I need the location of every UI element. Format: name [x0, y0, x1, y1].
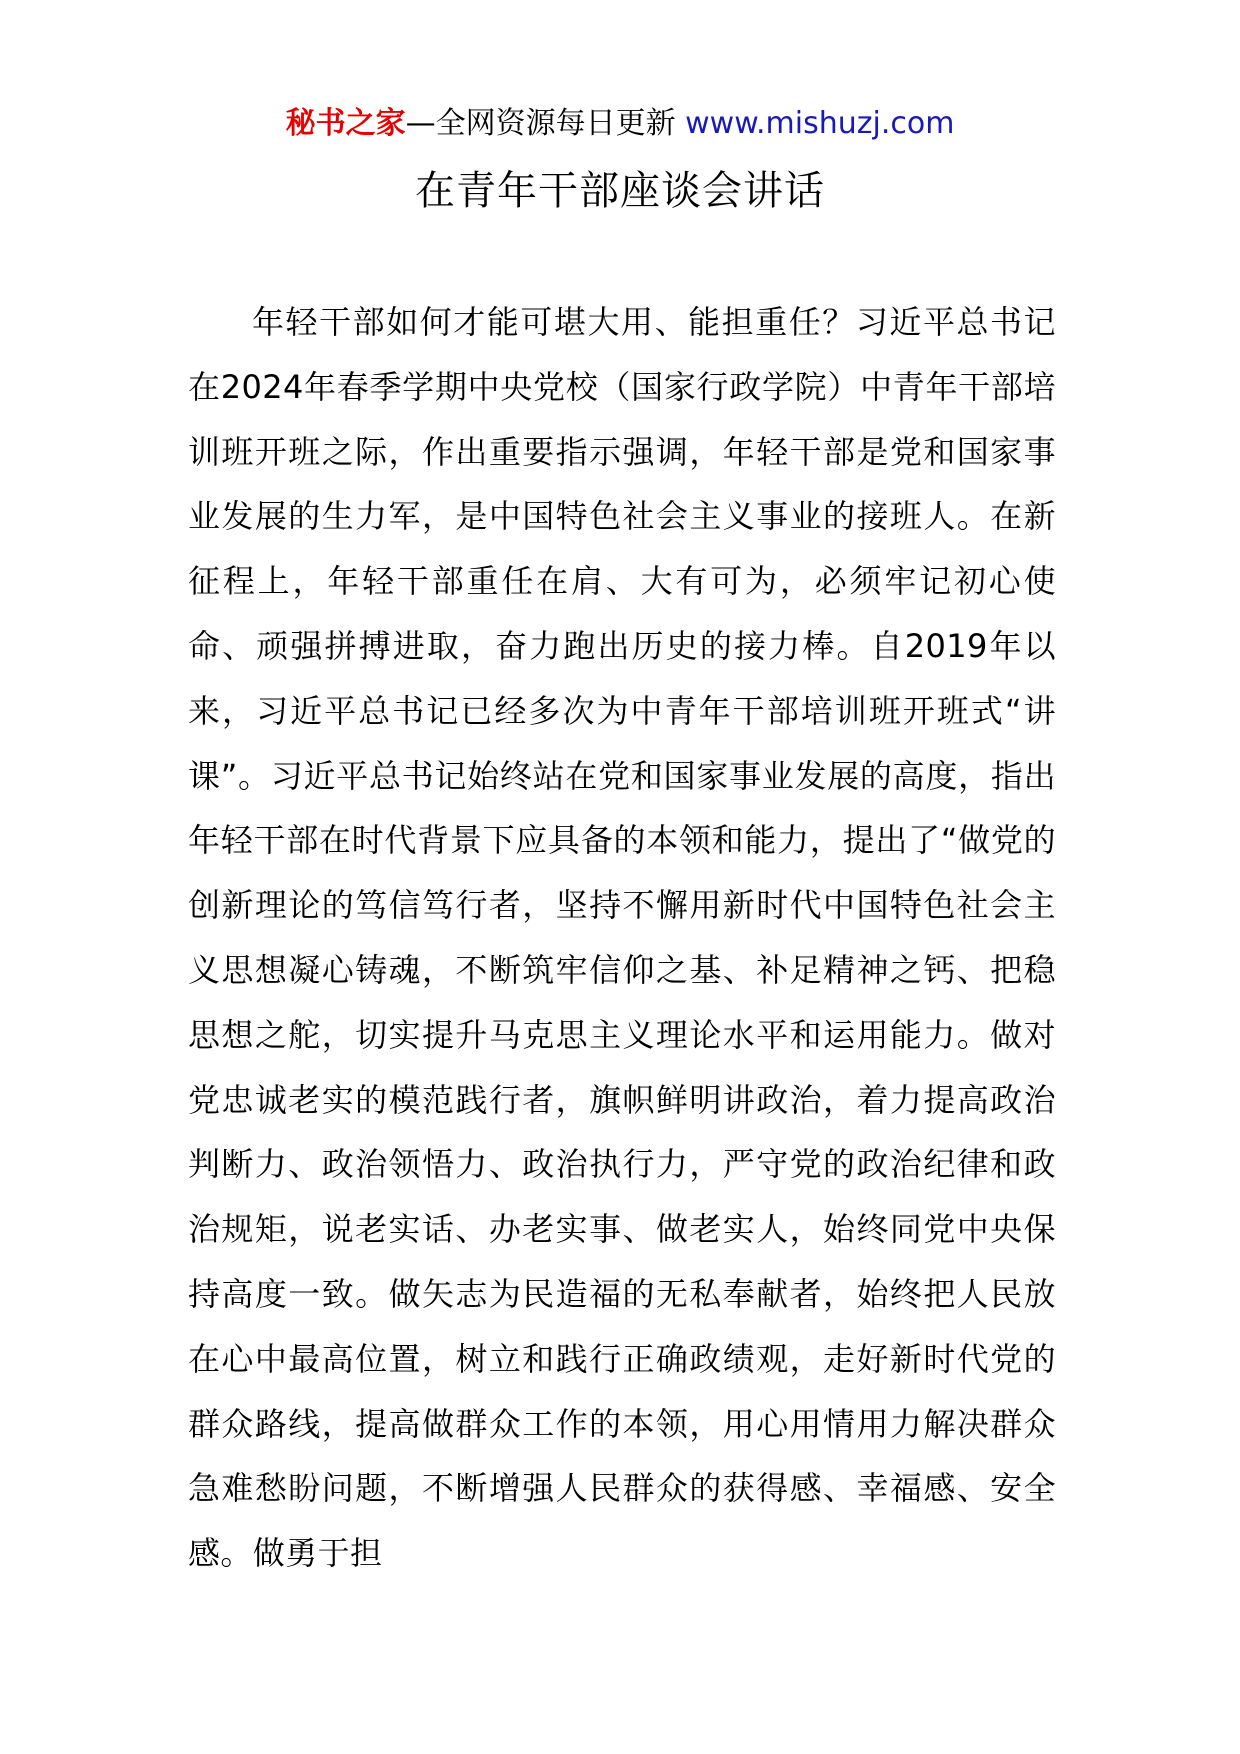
site-url-link[interactable]: www.mishuzj.com: [685, 106, 955, 141]
site-name: 秘书之家: [285, 106, 406, 141]
body-paragraph: 年轻干部如何才能可堪大用、能担重任？习近平总书记在2024年春季学期中央党校（国家行政学院）中青年干部培训班开班之际，作出重要指示强调，年轻干部是党和国家事业发展的生力军，是中国特色社会主义事业的接班人。在新征程上，年轻干部重任在肩、大有可为，必须牢记初心使命、顽强拼搏进取，奋力跑出历史的接力棒。自2019年以来，习近平总书记已经多次为中青年干部培训班开班式“讲课”。习近平总书记始终站在党和国家事业发展的高度，指出年轻干部在时代背景下应具备的本领和能力，提出了“做党的创新理论的笃信笃行者，坚持不懈用新时代中国特色社会主义思想凝心铸魂，不断筑牢信仰之基、补足精神之钙、把稳思想之舵，切实提升马克思主义理论水平和运用能力。做对党忠诚老实的模范践行者，旗帜鲜明讲政治，着力提高政治判断力、政治领悟力、政治执行力，严守党的政治纪律和政治规矩，说老实话、办老实事、做老实人，始终同党中央保持高度一致。做矢志为民造福的无私奉献者，始终把人民放在心中最高位置，树立和践行正确政绩观，走好新时代党的群众路线，提高做群众工作的本领，用心用情用力解决群众急难愁盼问题，不断增强人民群众的获得感、幸福感、安全感。做勇于担: [188, 303, 1056, 1573]
document-title: 在青年干部座谈会讲话: [415, 168, 825, 214]
site-tagline: —全网资源每日更新: [405, 106, 686, 141]
site-header: [0, 100, 1240, 148]
